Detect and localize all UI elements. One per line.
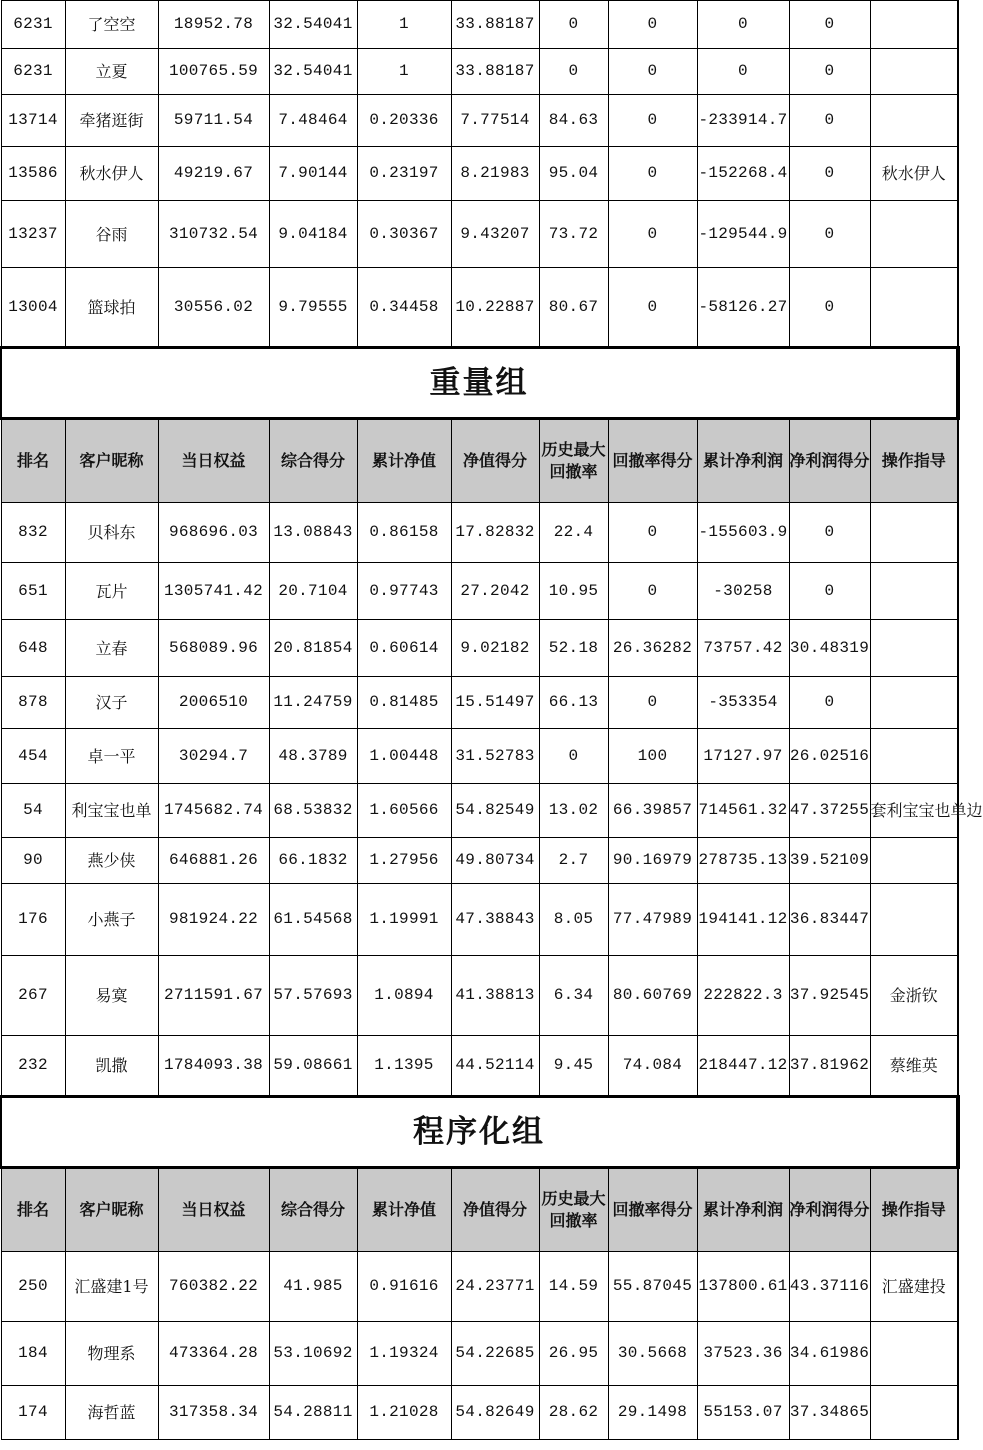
guide-cell xyxy=(870,1322,958,1386)
max-drawdown-cell: 13.02 xyxy=(539,784,608,838)
max-drawdown-cell: 73.72 xyxy=(539,201,608,268)
guide-cell xyxy=(870,729,958,784)
score-cell: 20.81854 xyxy=(269,620,357,677)
column-header: 累计净值 xyxy=(357,419,451,503)
column-header: 操作指导 xyxy=(870,1168,958,1252)
max-drawdown-cell: 0 xyxy=(539,49,608,95)
nav-cell: 1 xyxy=(357,49,451,95)
drawdown-score-cell: 55.87045 xyxy=(608,1252,697,1322)
guide-cell xyxy=(870,201,958,268)
score-cell: 20.7104 xyxy=(269,563,357,620)
nav-score-cell: 9.43207 xyxy=(451,201,539,268)
guide-cell xyxy=(870,503,958,563)
equity-cell: 100765.59 xyxy=(158,49,269,95)
nav-score-cell: 15.51497 xyxy=(451,677,539,729)
net-profit-cell: -129544.9 xyxy=(697,201,789,268)
column-header: 操作指导 xyxy=(870,419,958,503)
profit-score-cell: 39.52109 xyxy=(789,838,870,884)
equity-cell: 2006510 xyxy=(158,677,269,729)
rank-cell: 54 xyxy=(1,784,65,838)
guide-cell xyxy=(870,268,958,348)
profit-score-cell: 0 xyxy=(789,201,870,268)
net-profit-cell: 194141.12 xyxy=(697,884,789,956)
max-drawdown-cell: 26.95 xyxy=(539,1322,608,1386)
profit-score-cell: 47.37255 xyxy=(789,784,870,838)
rank-cell: 184 xyxy=(1,1322,65,1386)
table-row xyxy=(1,49,958,95)
profit-score-cell: 26.02516 xyxy=(789,729,870,784)
drawdown-score-cell: 0 xyxy=(608,147,697,201)
equity-cell: 310732.54 xyxy=(158,201,269,268)
name-cell: 了空空 xyxy=(65,1,158,49)
drawdown-score-cell: 100 xyxy=(608,729,697,784)
guide-cell: 秋水伊人 xyxy=(870,147,958,201)
score-cell: 61.54568 xyxy=(269,884,357,956)
max-drawdown-cell: 10.95 xyxy=(539,563,608,620)
score-cell: 53.10692 xyxy=(269,1322,357,1386)
guide-cell xyxy=(870,1,958,49)
table-row xyxy=(1,729,958,784)
guide-cell xyxy=(870,563,958,620)
nav-cell: 0.91616 xyxy=(357,1252,451,1322)
column-header: 客户昵称 xyxy=(65,419,158,503)
drawdown-score-cell: 74.084 xyxy=(608,1036,697,1097)
table-row xyxy=(1,95,958,147)
score-cell: 48.3789 xyxy=(269,729,357,784)
equity-cell: 18952.78 xyxy=(158,1,269,49)
net-profit-cell: 55153.07 xyxy=(697,1386,789,1440)
score-cell: 9.04184 xyxy=(269,201,357,268)
column-header: 净值得分 xyxy=(451,1168,539,1252)
equity-cell: 317358.34 xyxy=(158,1386,269,1440)
drawdown-score-cell: 80.60769 xyxy=(608,956,697,1036)
max-drawdown-cell: 9.45 xyxy=(539,1036,608,1097)
name-cell: 篮球拍 xyxy=(65,268,158,348)
column-header: 净利润得分 xyxy=(789,1168,870,1252)
nav-score-cell: 54.82649 xyxy=(451,1386,539,1440)
nav-score-cell: 10.22887 xyxy=(451,268,539,348)
nav-score-cell: 49.80734 xyxy=(451,838,539,884)
nav-score-cell: 33.88187 xyxy=(451,1,539,49)
table-row xyxy=(1,677,958,729)
header-row xyxy=(1,419,958,503)
guide-cell xyxy=(870,620,958,677)
score-cell: 11.24759 xyxy=(269,677,357,729)
table-row xyxy=(1,1,958,49)
nav-score-cell: 31.52783 xyxy=(451,729,539,784)
net-profit-cell: 73757.42 xyxy=(697,620,789,677)
column-header: 回撤率得分 xyxy=(608,1168,697,1252)
net-profit-cell: 0 xyxy=(697,49,789,95)
table-row xyxy=(1,956,958,1036)
name-cell: 秋水伊人 xyxy=(65,147,158,201)
nav-cell: 0.20336 xyxy=(357,95,451,147)
column-header: 净利润得分 xyxy=(789,419,870,503)
profit-score-cell: 0 xyxy=(789,677,870,729)
column-header: 客户昵称 xyxy=(65,1168,158,1252)
rank-cell: 13586 xyxy=(1,147,65,201)
group-title-row xyxy=(1,1097,958,1168)
nav-score-cell: 8.21983 xyxy=(451,147,539,201)
name-cell: 易寞 xyxy=(65,956,158,1036)
rank-cell: 176 xyxy=(1,884,65,956)
nav-score-cell: 41.38813 xyxy=(451,956,539,1036)
guide-cell: 汇盛建投 xyxy=(870,1252,958,1322)
profit-score-cell: 36.83447 xyxy=(789,884,870,956)
table-row xyxy=(1,563,958,620)
equity-cell: 2711591.67 xyxy=(158,956,269,1036)
score-cell: 59.08661 xyxy=(269,1036,357,1097)
column-header: 累计净值 xyxy=(357,1168,451,1252)
score-cell: 54.28811 xyxy=(269,1386,357,1440)
column-header: 净值得分 xyxy=(451,419,539,503)
rank-cell: 13004 xyxy=(1,268,65,348)
column-header: 累计净利润 xyxy=(697,1168,789,1252)
profit-score-cell: 0 xyxy=(789,563,870,620)
name-cell: 海哲蓝 xyxy=(65,1386,158,1440)
guide-cell xyxy=(870,1386,958,1440)
score-cell: 7.90144 xyxy=(269,147,357,201)
net-profit-cell: 278735.13 xyxy=(697,838,789,884)
equity-cell: 1305741.42 xyxy=(158,563,269,620)
table-row xyxy=(1,1386,958,1440)
nav-score-cell: 7.77514 xyxy=(451,95,539,147)
equity-cell: 49219.67 xyxy=(158,147,269,201)
drawdown-score-cell: 90.16979 xyxy=(608,838,697,884)
max-drawdown-cell: 66.13 xyxy=(539,677,608,729)
name-cell: 汉子 xyxy=(65,677,158,729)
name-cell: 小燕子 xyxy=(65,884,158,956)
score-cell: 13.08843 xyxy=(269,503,357,563)
column-header: 累计净利润 xyxy=(697,419,789,503)
nav-score-cell: 24.23771 xyxy=(451,1252,539,1322)
rank-cell: 232 xyxy=(1,1036,65,1097)
group-title: 重量组 xyxy=(1,348,958,419)
nav-cell: 1.60566 xyxy=(357,784,451,838)
rank-cell: 13237 xyxy=(1,201,65,268)
net-profit-cell: 218447.12 xyxy=(697,1036,789,1097)
max-drawdown-cell: 28.62 xyxy=(539,1386,608,1440)
column-header: 历史最大回撤率 xyxy=(539,1168,608,1252)
equity-cell: 59711.54 xyxy=(158,95,269,147)
max-drawdown-cell: 14.59 xyxy=(539,1252,608,1322)
drawdown-score-cell: 0 xyxy=(608,677,697,729)
profit-score-cell: 0 xyxy=(789,147,870,201)
table-row xyxy=(1,201,958,268)
nav-score-cell: 54.82549 xyxy=(451,784,539,838)
profit-score-cell: 0 xyxy=(789,49,870,95)
max-drawdown-cell: 95.04 xyxy=(539,147,608,201)
rank-cell: 174 xyxy=(1,1386,65,1440)
name-cell: 瓦片 xyxy=(65,563,158,620)
equity-cell: 30294.7 xyxy=(158,729,269,784)
guide-cell xyxy=(870,95,958,147)
max-drawdown-cell: 8.05 xyxy=(539,884,608,956)
group-title: 程序化组 xyxy=(1,1097,958,1168)
table-row xyxy=(1,838,958,884)
drawdown-score-cell: 0 xyxy=(608,503,697,563)
column-header: 回撤率得分 xyxy=(608,419,697,503)
rank-cell: 454 xyxy=(1,729,65,784)
name-cell: 利宝宝也单 xyxy=(65,784,158,838)
name-cell: 卓一平 xyxy=(65,729,158,784)
profit-score-cell: 0 xyxy=(789,268,870,348)
max-drawdown-cell: 0 xyxy=(539,729,608,784)
nav-score-cell: 44.52114 xyxy=(451,1036,539,1097)
profit-score-cell: 0 xyxy=(789,503,870,563)
table-row xyxy=(1,620,958,677)
guide-cell: 套利宝宝也单边 xyxy=(870,784,958,838)
net-profit-cell: 137800.61 xyxy=(697,1252,789,1322)
name-cell: 谷雨 xyxy=(65,201,158,268)
net-profit-cell: -152268.4 xyxy=(697,147,789,201)
score-cell: 32.54041 xyxy=(269,1,357,49)
header-row xyxy=(1,1168,958,1252)
nav-cell: 1.1395 xyxy=(357,1036,451,1097)
profit-score-cell: 0 xyxy=(789,95,870,147)
nav-cell: 1 xyxy=(357,1,451,49)
column-header: 当日权益 xyxy=(158,419,269,503)
score-cell: 66.1832 xyxy=(269,838,357,884)
max-drawdown-cell: 80.67 xyxy=(539,268,608,348)
group-title-row xyxy=(1,348,958,419)
equity-cell: 981924.22 xyxy=(158,884,269,956)
profit-score-cell: 30.48319 xyxy=(789,620,870,677)
rank-cell: 90 xyxy=(1,838,65,884)
drawdown-score-cell: 0 xyxy=(608,268,697,348)
name-cell: 立春 xyxy=(65,620,158,677)
table-row xyxy=(1,147,958,201)
max-drawdown-cell: 6.34 xyxy=(539,956,608,1036)
rank-cell: 6231 xyxy=(1,49,65,95)
drawdown-score-cell: 26.36282 xyxy=(608,620,697,677)
net-profit-cell: -30258 xyxy=(697,563,789,620)
score-cell: 32.54041 xyxy=(269,49,357,95)
nav-score-cell: 9.02182 xyxy=(451,620,539,677)
profit-score-cell: 0 xyxy=(789,1,870,49)
nav-score-cell: 47.38843 xyxy=(451,884,539,956)
table-row xyxy=(1,884,958,956)
guide-cell: 蔡维英 xyxy=(870,1036,958,1097)
drawdown-score-cell: 0 xyxy=(608,1,697,49)
drawdown-score-cell: 77.47989 xyxy=(608,884,697,956)
equity-cell: 760382.22 xyxy=(158,1252,269,1322)
max-drawdown-cell: 84.63 xyxy=(539,95,608,147)
rank-cell: 878 xyxy=(1,677,65,729)
score-cell: 68.53832 xyxy=(269,784,357,838)
net-profit-cell: -58126.27 xyxy=(697,268,789,348)
name-cell: 凯撒 xyxy=(65,1036,158,1097)
table-row xyxy=(1,1036,958,1097)
score-cell: 7.48464 xyxy=(269,95,357,147)
name-cell: 汇盛建1号 xyxy=(65,1252,158,1322)
drawdown-score-cell: 30.5668 xyxy=(608,1322,697,1386)
max-drawdown-cell: 2.7 xyxy=(539,838,608,884)
profit-score-cell: 37.81962 xyxy=(789,1036,870,1097)
nav-cell: 1.00448 xyxy=(357,729,451,784)
nav-score-cell: 54.22685 xyxy=(451,1322,539,1386)
table-row xyxy=(1,268,958,348)
net-profit-cell: -233914.7 xyxy=(697,95,789,147)
net-profit-cell: 222822.3 xyxy=(697,956,789,1036)
guide-cell xyxy=(870,49,958,95)
column-header: 历史最大回撤率 xyxy=(539,419,608,503)
nav-cell: 0.97743 xyxy=(357,563,451,620)
max-drawdown-cell: 0 xyxy=(539,1,608,49)
guide-cell xyxy=(870,677,958,729)
equity-cell: 30556.02 xyxy=(158,268,269,348)
equity-cell: 568089.96 xyxy=(158,620,269,677)
rank-cell: 832 xyxy=(1,503,65,563)
net-profit-cell: 0 xyxy=(697,1,789,49)
nav-score-cell: 27.2042 xyxy=(451,563,539,620)
table-row xyxy=(1,1322,958,1386)
profit-score-cell: 43.37116 xyxy=(789,1252,870,1322)
equity-cell: 1784093.38 xyxy=(158,1036,269,1097)
nav-score-cell: 17.82832 xyxy=(451,503,539,563)
profit-score-cell: 37.92545 xyxy=(789,956,870,1036)
rank-cell: 651 xyxy=(1,563,65,620)
table-row xyxy=(1,503,958,563)
equity-cell: 646881.26 xyxy=(158,838,269,884)
nav-cell: 0.60614 xyxy=(357,620,451,677)
nav-cell: 1.19991 xyxy=(357,884,451,956)
nav-cell: 1.21028 xyxy=(357,1386,451,1440)
name-cell: 物理系 xyxy=(65,1322,158,1386)
name-cell: 贝科东 xyxy=(65,503,158,563)
name-cell: 燕少侠 xyxy=(65,838,158,884)
nav-cell: 1.0894 xyxy=(357,956,451,1036)
rank-cell: 250 xyxy=(1,1252,65,1322)
equity-cell: 1745682.74 xyxy=(158,784,269,838)
equity-cell: 473364.28 xyxy=(158,1322,269,1386)
rank-cell: 648 xyxy=(1,620,65,677)
drawdown-score-cell: 0 xyxy=(608,95,697,147)
drawdown-score-cell: 29.1498 xyxy=(608,1386,697,1440)
profit-score-cell: 34.61986 xyxy=(789,1322,870,1386)
score-cell: 57.57693 xyxy=(269,956,357,1036)
nav-cell: 0.30367 xyxy=(357,201,451,268)
guide-cell: 金浙钦 xyxy=(870,956,958,1036)
net-profit-cell: 714561.32 xyxy=(697,784,789,838)
rank-cell: 6231 xyxy=(1,1,65,49)
nav-cell: 0.86158 xyxy=(357,503,451,563)
name-cell: 立夏 xyxy=(65,49,158,95)
drawdown-score-cell: 0 xyxy=(608,49,697,95)
guide-cell xyxy=(870,838,958,884)
table-row xyxy=(1,1252,958,1322)
max-drawdown-cell: 52.18 xyxy=(539,620,608,677)
column-header: 当日权益 xyxy=(158,1168,269,1252)
nav-cell: 1.27956 xyxy=(357,838,451,884)
nav-cell: 1.19324 xyxy=(357,1322,451,1386)
rank-cell: 13714 xyxy=(1,95,65,147)
net-profit-cell: 17127.97 xyxy=(697,729,789,784)
drawdown-score-cell: 66.39857 xyxy=(608,784,697,838)
nav-cell: 0.23197 xyxy=(357,147,451,201)
score-cell: 41.985 xyxy=(269,1252,357,1322)
nav-score-cell: 33.88187 xyxy=(451,49,539,95)
drawdown-score-cell: 0 xyxy=(608,563,697,620)
name-cell: 牵猪逛街 xyxy=(65,95,158,147)
table-row xyxy=(1,784,958,838)
column-header: 排名 xyxy=(1,1168,65,1252)
max-drawdown-cell: 22.4 xyxy=(539,503,608,563)
column-header: 综合得分 xyxy=(269,419,357,503)
net-profit-cell: 37523.36 xyxy=(697,1322,789,1386)
net-profit-cell: -155603.9 xyxy=(697,503,789,563)
guide-cell xyxy=(870,884,958,956)
rank-cell: 267 xyxy=(1,956,65,1036)
drawdown-score-cell: 0 xyxy=(608,201,697,268)
column-header: 综合得分 xyxy=(269,1168,357,1252)
net-profit-cell: -353354 xyxy=(697,677,789,729)
nav-cell: 0.81485 xyxy=(357,677,451,729)
profit-score-cell: 37.34865 xyxy=(789,1386,870,1440)
nav-cell: 0.34458 xyxy=(357,268,451,348)
equity-cell: 968696.03 xyxy=(158,503,269,563)
score-cell: 9.79555 xyxy=(269,268,357,348)
column-header: 排名 xyxy=(1,419,65,503)
